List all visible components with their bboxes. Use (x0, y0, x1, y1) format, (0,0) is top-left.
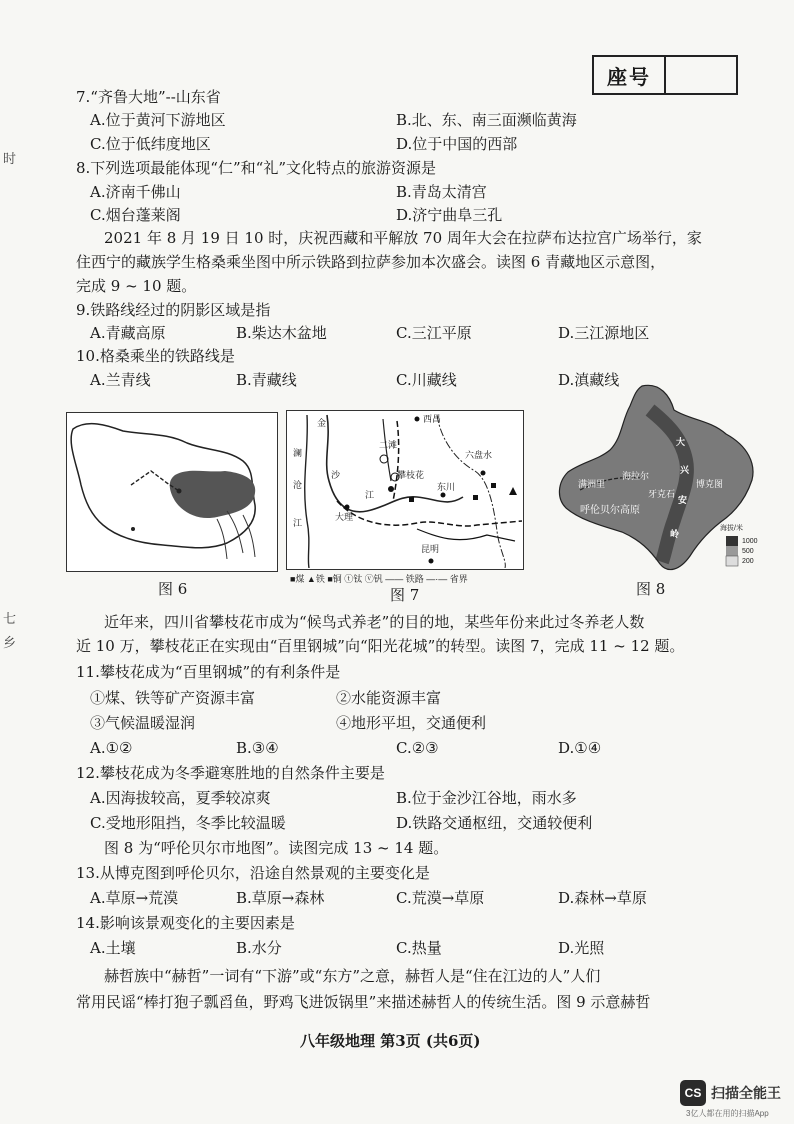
label-yakeshi: 牙克石 (648, 490, 676, 500)
label-dongchuan: 东川 (437, 483, 456, 493)
label-bokedu: 博克图 (696, 480, 724, 490)
legend-swatch-1000 (726, 536, 738, 546)
q12-option-a: A.因海拔较高，夏季较凉爽 (90, 789, 271, 807)
city-xining (177, 489, 182, 494)
label-jiang: 江 (365, 491, 375, 501)
q10-option-a: A.兰青线 (90, 371, 151, 389)
label-cang: 沧 (293, 481, 303, 491)
coal-mine-2 (491, 483, 496, 488)
q14-stem: 14.影响该景观变化的主要因素是 (76, 914, 295, 932)
ti-symbol (380, 455, 388, 463)
q12-stem: 12.攀枝花成为冬季避寒胜地的自然条件主要是 (76, 764, 385, 782)
label-manzhouli: 满洲里 (578, 480, 606, 490)
seat-number-box (592, 55, 738, 95)
q9-option-d: D.三江源地区 (558, 324, 650, 342)
q9-option-b: B.柴达木盆地 (236, 324, 327, 342)
q12-option-c: C.受地形阻挡，冬季比较温暖 (90, 814, 286, 832)
road (417, 529, 515, 541)
q11-option-a: A.①② (90, 739, 133, 757)
label-xing: 兴 (680, 466, 690, 476)
label-jiang2: 江 (293, 519, 303, 529)
intro1-line2: 住西宁的藏族学生格桑乘坐图中所示铁路到拉萨参加本次盛会。读图 6 青藏地区示意图， (76, 253, 666, 271)
q10-option-d: D.滇藏线 (558, 371, 620, 389)
legend-title: 海拔/米 (720, 525, 743, 532)
margin-char-bottom: 七 (3, 612, 17, 627)
figure-6-qinghai-tibet-map (66, 412, 278, 572)
copper-mine-1 (409, 497, 414, 502)
city-lhasa (131, 527, 135, 531)
label-da: 大 (676, 438, 686, 448)
label-kunming: 昆明 (421, 545, 440, 555)
q11-statement-1: ①煤、铁等矿产资源丰富 (90, 689, 256, 707)
figure-7-svg (287, 411, 522, 568)
margin-char-top: 时 (3, 152, 17, 167)
scanner-tagline: 3亿人都在用的扫描App (686, 1109, 769, 1118)
figure-7-legend: ■煤 ▲铁 ■铜 ⓣ钛 ⓥ钒 —— 铁路 —·— 省界 (290, 574, 468, 584)
q7-stem: 7.“齐鲁大地”--山东省 (76, 88, 221, 106)
margin-char-bottom2: 乡 (3, 636, 17, 651)
label-ertan: 二滩 (379, 441, 398, 451)
q7-option-d: D.位于中国的西部 (396, 135, 518, 153)
label-liupanshui: 六盘水 (465, 451, 493, 461)
q14-option-d: D.光照 (558, 939, 605, 957)
q11-statement-2: ②水能资源丰富 (336, 689, 442, 707)
intro2-line2: 近 10 万，攀枝花正在实现由“百里钢城”向“阳光花城”的转型。读图 7，完成 11 ~ 12 题。 (76, 637, 685, 655)
intro4-line1: 赫哲族中“赫哲”一词有“下游”或“东方”之意，赫哲人是“住在江边的人”人们 (104, 967, 601, 985)
q11-stem: 11.攀枝花成为“百里钢城”的有利条件是 (76, 663, 341, 681)
city-liupanshui (481, 471, 486, 476)
intro3: 图 8 为“呼伦贝尔市地图”。读图完成 13 ~ 14 题。 (104, 839, 449, 857)
q9-stem: 9.铁路线经过的阴影区域是指 (76, 301, 271, 319)
figure-7-panzhihua-map (286, 410, 524, 570)
legend-value-500: 500 (742, 548, 754, 555)
label-sha: 沙 (331, 471, 341, 481)
label-jin: 金 (317, 419, 327, 429)
q8-option-b: B.青岛太清宫 (396, 183, 487, 201)
q8-stem: 8.下列选项最能体现“仁”和“礼”文化特点的旅游资源是 (76, 159, 436, 177)
city-dali (345, 505, 350, 510)
rivers (217, 511, 255, 559)
intro4-line2: 常用民谣“棒打狍子瓢舀鱼，野鸡飞进饭锅里”来描述赫哲人的传统生活。图 9 示意赫哲 (76, 993, 651, 1011)
label-an: 安 (678, 496, 688, 506)
q11-statement-3: ③气候温暖湿润 (90, 714, 196, 732)
figure-6-svg (67, 413, 276, 570)
intro1-line1: 2021 年 8 月 19 日 10 时，庆祝西藏和平解放 70 周年大会在拉萨布达拉宫广场举行，家 (104, 229, 702, 247)
city-xichang (415, 417, 420, 422)
q8-option-a: A.济南千佛山 (90, 183, 181, 201)
lancang-river (305, 415, 309, 568)
intro1-line3: 完成 9 ~ 10 题。 (76, 277, 197, 295)
label-xichang: 西昌 (423, 415, 442, 425)
label-lan: 澜 (293, 449, 303, 459)
q7-option-b: B.北、东、南三面濒临黄海 (396, 111, 577, 129)
city-panzhihua (388, 486, 394, 492)
legend-value-200: 200 (742, 558, 754, 565)
label-ling: 岭 (670, 530, 680, 540)
seat-number-value (666, 57, 736, 93)
q13-option-b: B.草原→森林 (236, 889, 325, 907)
q12-option-b: B.位于金沙江谷地，雨水多 (396, 789, 577, 807)
label-dali: 大理 (335, 513, 354, 523)
shaded-region (170, 471, 255, 518)
q11-option-d: D.①④ (558, 739, 602, 757)
city-kunming (429, 559, 434, 564)
legend-value-1000: 1000 (742, 538, 758, 545)
iron-mine-1 (509, 487, 517, 495)
label-hailaer: 海拉尔 (622, 472, 650, 482)
figure-7-caption: 图 7 (390, 586, 420, 604)
q8-option-c: C.烟台蓬莱阁 (90, 206, 181, 224)
q14-option-b: B.水分 (236, 939, 282, 957)
q7-option-c: C.位于低纬度地区 (90, 135, 211, 153)
q13-option-c: C.荒漠→草原 (396, 889, 485, 907)
q9-option-a: A.青藏高原 (90, 324, 166, 342)
seat-number-label: 座号 (594, 57, 666, 93)
q13-option-d: D.森林→草原 (558, 889, 647, 907)
q12-option-d: D.铁路交通枢纽，交通较便利 (396, 814, 593, 832)
q11-statement-4: ④地形平坦，交通便利 (336, 714, 487, 732)
q7-option-a: A.位于黄河下游地区 (90, 111, 226, 129)
scanner-badge (680, 1080, 781, 1106)
label-panzhihua: 攀枝花 (397, 471, 425, 481)
q11-option-b: B.③④ (236, 739, 279, 757)
intro2-line1: 近年来，四川省攀枝花市成为“候鸟式养老”的目的地，某些年份来此过冬养老人数 (104, 613, 645, 631)
city-dongchuan (441, 493, 446, 498)
coal-mine-1 (473, 495, 478, 500)
q14-option-c: C.热量 (396, 939, 442, 957)
scanner-name: 扫描全能王 (711, 1085, 781, 1101)
q13-stem: 13.从博克图到呼伦贝尔，沿途自然景观的主要变化是 (76, 864, 430, 882)
q14-option-a: A.土壤 (90, 939, 136, 957)
q10-stem: 10.格桑乘坐的铁路线是 (76, 347, 235, 365)
q11-option-c: C.②③ (396, 739, 439, 757)
figure-6-caption: 图 6 (158, 580, 188, 598)
q13-option-a: A.草原→荒漠 (90, 889, 179, 907)
page-footer: 八年级地理 第3页 (共6页) (300, 1032, 481, 1050)
legend-swatch-500 (726, 546, 738, 556)
scanner-logo-icon: CS (680, 1080, 706, 1106)
q9-option-c: C.三江平原 (396, 324, 472, 342)
legend-swatch-200 (726, 556, 738, 566)
q10-option-c: C.川藏线 (396, 371, 457, 389)
figure-8-caption: 图 8 (636, 580, 666, 598)
label-gaoyuan: 呼伦贝尔高原 (580, 505, 640, 516)
q10-option-b: B.青藏线 (236, 371, 297, 389)
figure-8-hulunbuir-map (550, 380, 770, 580)
q8-option-d: D.济宁曲阜三孔 (396, 206, 503, 224)
